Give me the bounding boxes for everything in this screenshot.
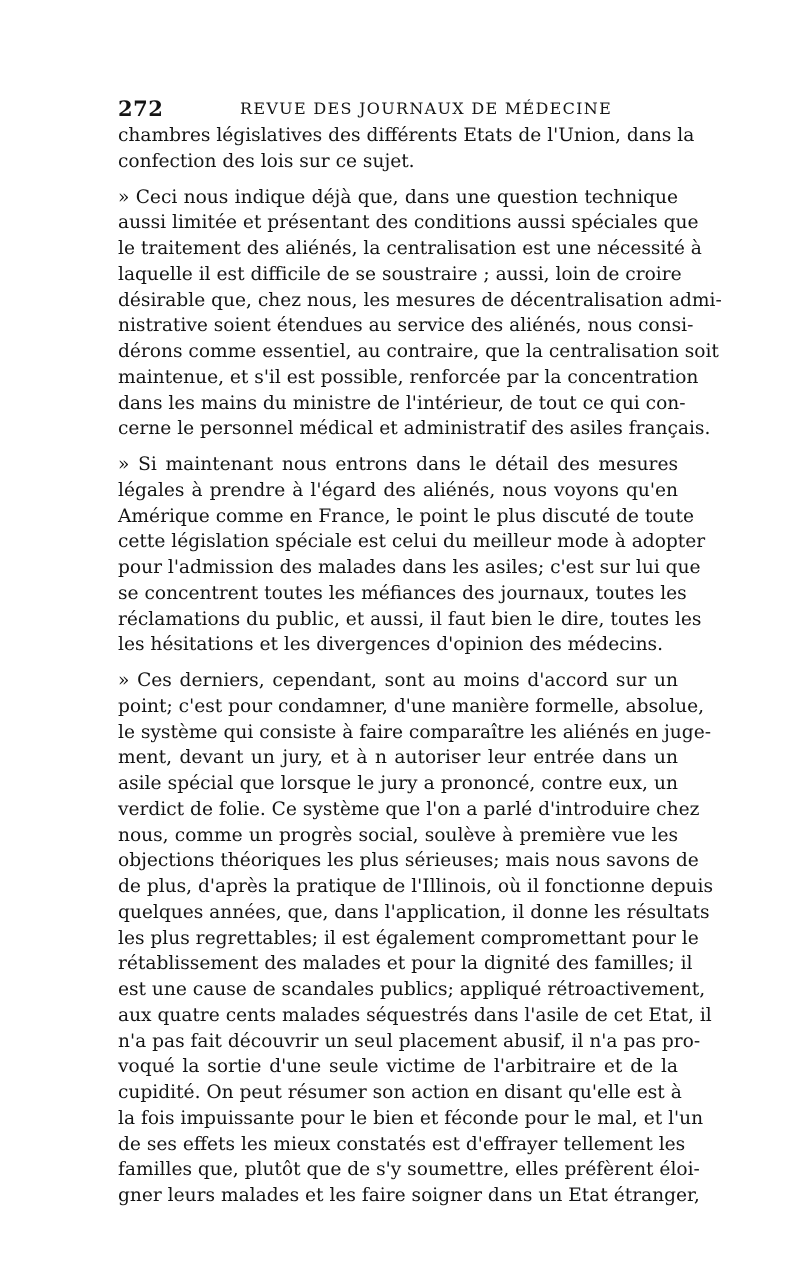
text-line: voqué la sortie d'une seule victime de l'arbitraire et de la	[118, 1056, 678, 1078]
text-line: chambres législatives des différents Etats de l'Union, dans la	[118, 125, 695, 146]
text-line: dérons comme essentiel, au contraire, que la centralisation soit	[118, 341, 719, 362]
text-line: se concentrent toutes les méfiances des journaux, toutes les	[118, 582, 687, 604]
text-line: n'a pas fait découvrir un seul placement abusif, il n'a pas pro-	[118, 1030, 701, 1052]
paragraph	[118, 123, 695, 175]
body-text	[118, 123, 722, 1209]
text-line: est une cause de scandales publics; appliqué rétroactivement,	[118, 979, 706, 1000]
text-line: les plus regrettables; il est également compromettant pour le	[118, 927, 699, 949]
text-line: ment, devant un jury, et à n autoriser leur entrée dans un	[118, 747, 678, 769]
text-line: de plus, d'après la pratique de l'Illinois, où il fonctionne depuis	[118, 876, 714, 897]
text-line: la fois impuissante pour le bien et féconde pour le mal, et l'un	[118, 1107, 704, 1129]
paragraph	[118, 185, 722, 443]
text-line: le traitement des aliénés, la centralisation est une nécessité à	[118, 238, 702, 259]
text-line: Amérique comme en France, le point le plus discuté de toute	[118, 505, 694, 527]
text-line: de ses effets les mieux constatés est d'effrayer tellement les	[118, 1133, 686, 1155]
text-line: les hésitations et les divergences d'opinion des médecins.	[118, 634, 664, 656]
paragraph	[118, 452, 706, 658]
text-line: aux quatre cents malades séquestrés dans l'asile de cet Etat, il	[118, 1004, 712, 1026]
text-line: pour l'admission des malades dans les asiles; c'est sur lui que	[118, 557, 701, 578]
page-number: 272	[118, 96, 164, 121]
text-line: maintenue, et s'il est possible, renforcée par la concentration	[118, 366, 699, 388]
text-line: nous, comme un progrès social, soulève à première vue les	[118, 824, 678, 846]
text-line: légales à prendre à l'égard des aliénés, nous voyons qu'en	[118, 479, 678, 501]
text-line: cette législation spéciale est celui du meilleur mode à adopter	[118, 531, 706, 553]
text-line: quelques années, que, dans l'application, il donne les résultats	[118, 901, 710, 923]
text-line: confection des lois sur ce sujet.	[118, 150, 415, 172]
text-line: objections théoriques les plus sérieuses; mais nous savons de	[118, 850, 699, 872]
text-line: familles que, plutôt que de s'y soumettre, elles préfèrent éloi-	[118, 1159, 700, 1181]
page-header	[118, 96, 678, 124]
text-line: rétablissement des malades et pour la dignité des familles; il	[118, 953, 693, 975]
text-line: asile spécial que lorsque le jury a prononcé, contre eux, un	[118, 773, 678, 794]
text-line: laquelle il est difficile de se soustraire ; aussi, loin de croire	[118, 263, 682, 285]
text-line: » Ces derniers, cependant, sont au moins d'accord sur un	[118, 670, 678, 691]
text-line: gner leurs malades et les faire soigner dans un Etat étranger,	[118, 1185, 700, 1206]
text-line: cupidité. On peut résumer son action en disant qu'elle est à	[118, 1082, 682, 1103]
paragraph	[118, 668, 714, 1209]
text-line: aussi limitée et présentant des conditions aussi spéciales que	[118, 212, 699, 234]
text-line: nistrative soient étendues au service des aliénés, nous consi-	[118, 315, 694, 337]
text-line: dans les mains du ministre de l'intérieur, de tout ce qui con-	[118, 392, 686, 414]
text-line: désirable que, chez nous, les mesures de décentralisation admi-	[118, 289, 722, 311]
text-line: » Ceci nous indique déjà que, dans une question technique	[118, 186, 678, 208]
text-line: le système qui consiste à faire comparaître les aliénés en juge-	[118, 721, 711, 743]
text-line: point; c'est pour condamner, d'une manière formelle, absolue,	[118, 695, 705, 717]
text-line: réclamations du public, et aussi, il faut bien le dire, toutes les	[118, 608, 702, 630]
text-line: » Si maintenant nous entrons dans le détail des mesures	[118, 454, 678, 475]
text-line: cerne le personnel médical et administratif des asiles français.	[118, 418, 711, 440]
running-title: REVUE DES JOURNAUX DE MÉDECINE	[240, 99, 613, 118]
text-line: verdict de folie. Ce système que l'on a parlé d'introduire chez	[118, 798, 700, 820]
